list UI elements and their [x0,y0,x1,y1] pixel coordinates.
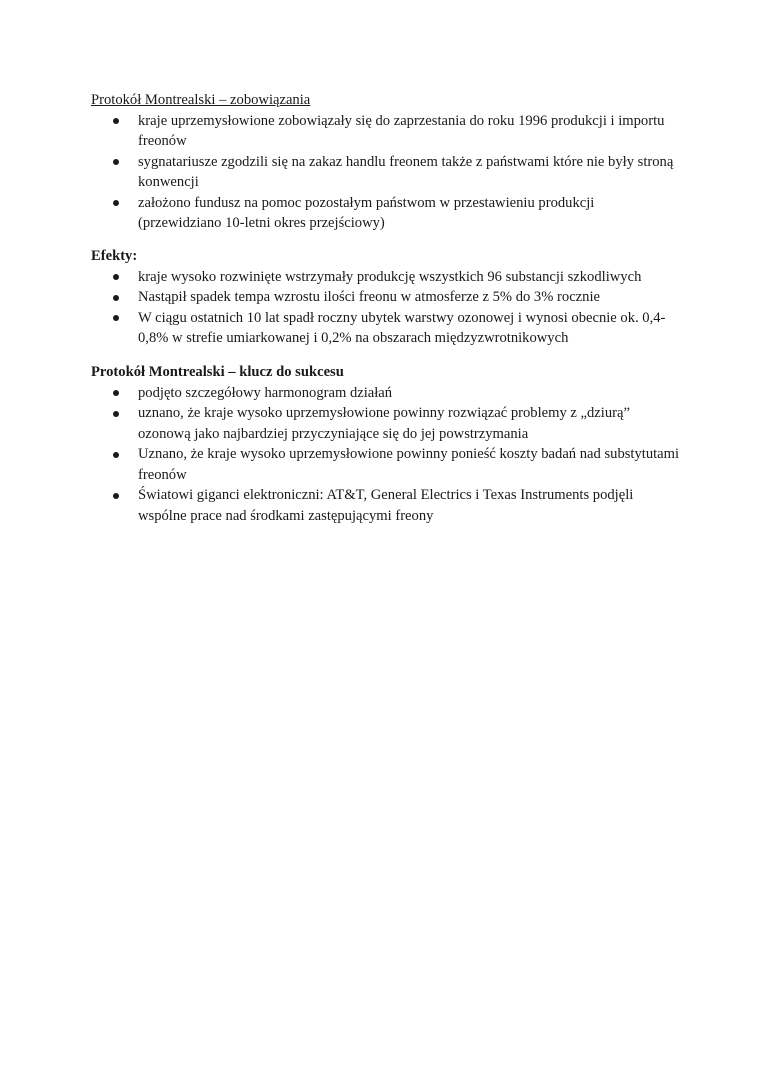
bullet-list [91,111,681,234]
bullet-icon [113,452,119,458]
list-item-text: kraje uprzemysłowione zobowiązały się do zaprzestania do roku 1996 produkcji i importu freonów [138,112,665,149]
list-item-text: podjęto szczegółowy harmonogram działań [138,384,393,401]
bullet-icon [113,493,119,499]
bullet-icon [113,390,119,396]
list-item [91,193,681,234]
section-commitments [91,90,681,234]
list-item [91,485,681,526]
list-item-text: W ciągu ostatnich 10 lat spadł roczny ubytek warstwy ozonowej i wynosi obecnie ok. 0,4-0,8% w strefie umiarkowanej i 0,2% na obszarach międzyzwrotnikowych [138,309,666,346]
list-item [91,383,681,404]
list-item-text: sygnatariusze zgodzili się na zakaz handlu freonem także z państwami które nie były stroną konwencji [138,153,674,190]
list-item-text: Światowi giganci elektroniczni: AT&T, General Electrics i Texas Instruments podjęli wspólne prace nad środkami zastępującymi freony [138,487,634,524]
list-item [91,152,681,193]
section-heading: Efekty: [91,248,138,264]
list-item [91,403,681,444]
list-item [91,267,681,288]
list-item [91,308,681,349]
bullet-list [91,383,681,527]
list-item-text: założono fundusz na pomoc pozostałym państwom w przestawieniu produkcji (przewidziano 10-letni okres przejściowy) [138,194,595,231]
bullet-icon [113,295,119,301]
list-item [91,111,681,152]
section-heading: Protokół Montrealski – zobowiązania [91,92,311,108]
list-item-text: Uznano, że kraje wysoko uprzemysłowione powinny ponieść koszty badań nad substytutami freonów [138,446,680,483]
list-item [91,444,681,485]
bullet-icon [113,159,119,165]
list-item-text: Nastąpił spadek tempa wzrostu ilości freonu w atmosferze z 5% do 3% rocznie [138,289,600,305]
list-item-text: uznano, że kraje wysoko uprzemysłowione powinny rozwiązać problemy z „dziurą” ozonową jako najbardziej przyczyniające się do jej powstrzymania [138,405,630,442]
bullet-list [91,267,681,349]
bullet-icon [113,274,119,280]
list-item-text: kraje wysoko rozwinięte wstrzymały produkcję wszystkich 96 substancji szkodliwych [138,268,642,285]
section-effects [91,246,681,349]
section-key-to-success [91,362,681,526]
list-item [91,287,681,308]
bullet-icon [113,411,119,417]
bullet-icon [113,200,119,206]
bullet-icon [113,315,119,321]
section-heading: Protokół Montrealski – klucz do sukcesu [91,364,344,380]
bullet-icon [113,118,119,124]
